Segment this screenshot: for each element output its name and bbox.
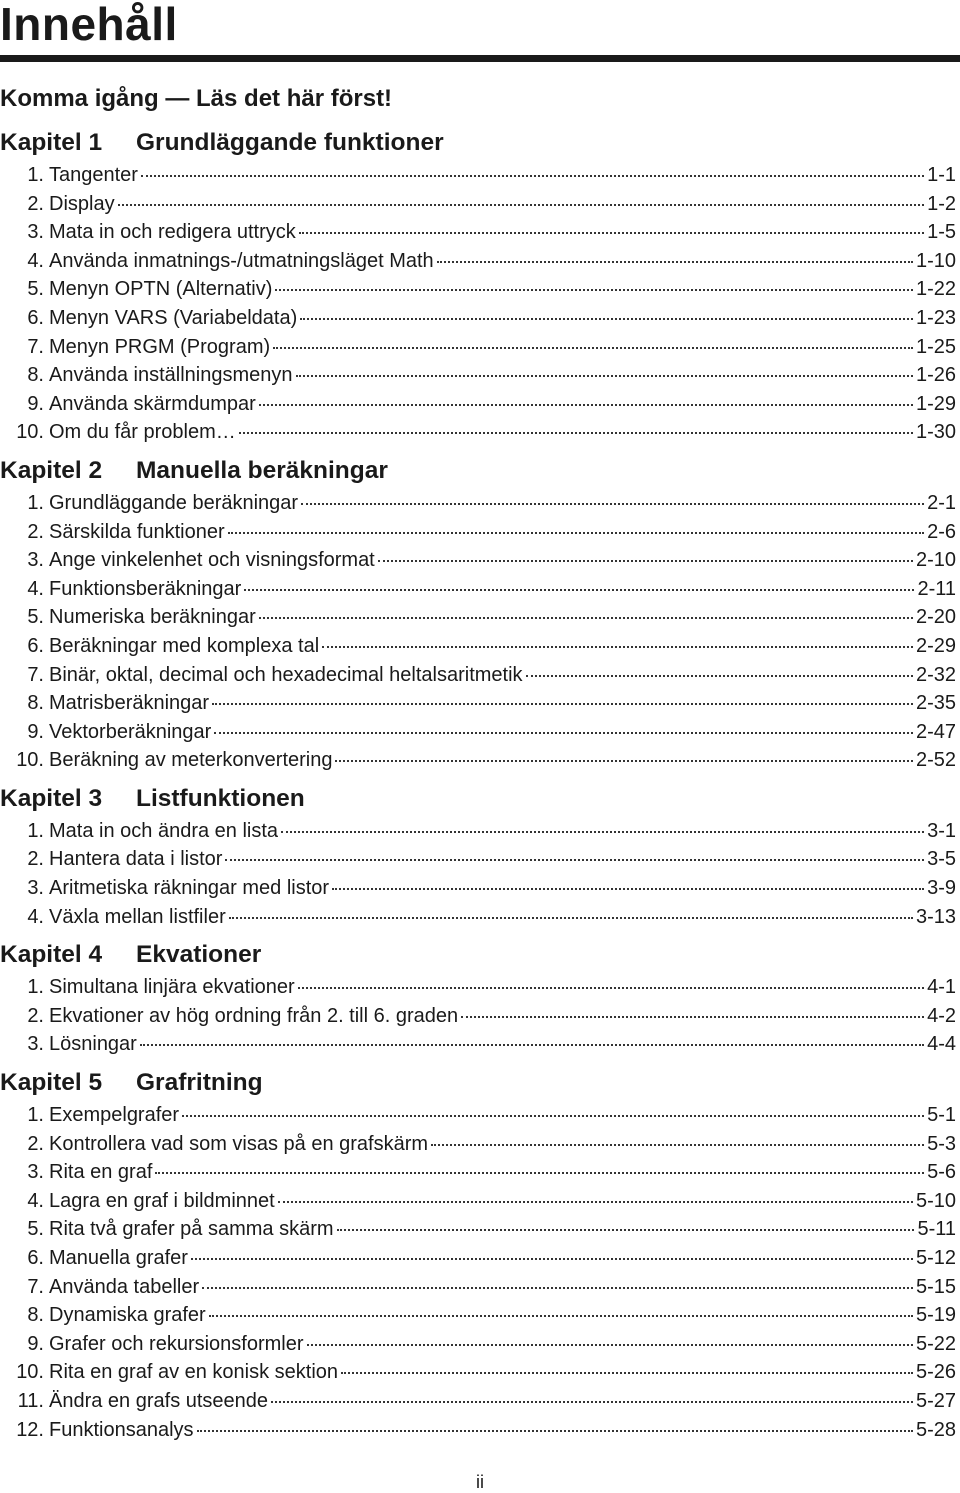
dot-leader	[301, 503, 924, 505]
entry-page: 3-5	[927, 848, 956, 871]
entry-label: Display	[49, 192, 115, 215]
entry-index: 10.	[16, 1361, 44, 1384]
entry-page: 2-6	[927, 520, 956, 543]
entry-label: Växla mellan listfiler	[49, 905, 226, 928]
entry-label: Menyn OPTN (Alternativ)	[49, 278, 273, 301]
entry-label: Om du får problem…	[49, 421, 236, 444]
entry-label: Ange vinkelenhet och visningsformat	[49, 549, 375, 572]
toc-entry[interactable]	[0, 817, 956, 846]
toc-entry[interactable]	[0, 1158, 956, 1187]
entry-index: 3.	[27, 1033, 44, 1056]
dot-leader	[298, 987, 924, 989]
entry-page: 2-29	[915, 634, 956, 657]
dot-leader	[197, 1430, 913, 1432]
entry-page: 1-10	[915, 249, 956, 272]
toc-entry[interactable]	[0, 304, 956, 333]
entry-page: 4-4	[927, 1033, 956, 1056]
entry-label: Tangenter	[49, 164, 138, 186]
toc-entry[interactable]	[0, 575, 956, 604]
entry-index: 12.	[16, 1418, 44, 1441]
entry-page: 1-23	[915, 306, 956, 329]
toc-entry[interactable]	[0, 275, 956, 304]
toc-entry[interactable]	[0, 973, 956, 1002]
entry-index: 1.	[27, 1104, 44, 1127]
toc-entry[interactable]	[0, 603, 956, 632]
entry-label: Använda inställningsmenyn	[49, 364, 293, 387]
toc-entry[interactable]	[0, 190, 956, 219]
entry-label: Funktionsanalys	[49, 1418, 194, 1441]
dot-leader	[259, 617, 913, 619]
entry-index: 6.	[27, 1247, 44, 1269]
entry-label: Matrisberäkningar	[49, 692, 210, 715]
entry-page: 5-15	[915, 1275, 956, 1298]
dot-leader	[209, 1315, 913, 1317]
entry-page: 5-19	[915, 1304, 956, 1327]
entry-page: 2-10	[915, 549, 956, 572]
entry-page: 2-52	[915, 749, 956, 772]
entry-label: Mata in och ändra en lista	[49, 819, 279, 842]
entry-label: Manuella grafer	[49, 1247, 188, 1269]
entry-page: 5-3	[927, 1132, 956, 1155]
toc-entry[interactable]	[0, 390, 956, 419]
entry-label: Binär, oktal, decimal och hexadecimal heltalsaritmetik	[49, 663, 523, 686]
entry-label: Rita två grafer på samma skärm	[49, 1218, 334, 1241]
entry-index: 1.	[27, 819, 44, 842]
entry-page: 5-28	[915, 1418, 956, 1441]
entry-label: Grafer och rekursionsformler	[49, 1332, 304, 1355]
toc-entry[interactable]	[0, 1244, 956, 1273]
dot-leader	[259, 404, 913, 406]
toc-entry[interactable]	[0, 689, 956, 718]
toc-entry[interactable]	[0, 1130, 956, 1159]
entry-page: 2-35	[915, 692, 956, 715]
entry-page: 1-26	[915, 364, 956, 387]
toc-entry[interactable]	[0, 1030, 956, 1059]
dot-leader	[307, 1344, 913, 1346]
entry-label: Använda skärmdumpar	[49, 392, 256, 415]
entry-label: Menyn PRGM (Program)	[49, 335, 271, 358]
toc-entry[interactable]	[0, 489, 956, 518]
entry-index: 1.	[27, 491, 44, 514]
entry-label: Särskilda funktioner	[49, 520, 225, 543]
entry-index: 2.	[27, 1004, 44, 1027]
toc-entry[interactable]	[0, 632, 956, 661]
dot-leader	[191, 1258, 913, 1260]
entry-index: 10.	[16, 749, 44, 772]
chapter-section	[0, 453, 956, 775]
toc-entry[interactable]	[0, 718, 956, 747]
toc-entry[interactable]	[0, 1002, 956, 1031]
entry-label: Använda inmatnings-/utmatningsläget Math	[49, 249, 434, 272]
entry-index: 3.	[27, 221, 44, 244]
intro-heading[interactable]: Komma igång — Läs det här först!	[0, 85, 393, 112]
chapter-number: Kapitel 4	[0, 941, 103, 969]
chapter-title: Grafritning	[136, 1069, 263, 1097]
toc-entry[interactable]	[0, 546, 956, 575]
dot-leader	[526, 675, 913, 677]
chapter-heading[interactable]	[0, 453, 956, 489]
dot-leader	[214, 732, 913, 734]
entry-index: 4.	[27, 1189, 44, 1212]
toc-entry[interactable]	[0, 1416, 956, 1445]
chapter-heading[interactable]	[0, 781, 956, 817]
entry-page: 1-1	[927, 164, 956, 186]
toc-entry[interactable]	[0, 361, 956, 390]
entry-index: 2.	[27, 848, 44, 871]
entry-index: 7.	[27, 335, 44, 358]
entry-index: 7.	[27, 663, 44, 686]
dot-leader	[431, 1144, 924, 1146]
dot-leader	[225, 859, 924, 861]
entry-page: 3-9	[927, 877, 956, 900]
dot-leader	[337, 1229, 915, 1231]
entry-index: 10.	[16, 421, 44, 444]
toc-entry[interactable]	[0, 418, 956, 447]
entry-index: 11.	[17, 1389, 44, 1412]
toc-entry[interactable]	[0, 1330, 956, 1359]
dot-leader	[271, 1401, 913, 1403]
entry-page: 2-47	[915, 720, 956, 743]
dot-leader	[296, 375, 913, 377]
entry-index: 2.	[27, 192, 44, 215]
dot-leader	[140, 1044, 924, 1046]
entry-index: 2.	[27, 520, 44, 543]
toc-entry[interactable]	[0, 333, 956, 362]
dot-leader	[273, 347, 913, 349]
dot-leader	[437, 261, 913, 263]
toc-entry[interactable]	[0, 1358, 956, 1387]
entry-index: 4.	[27, 905, 44, 928]
entry-page: 3-1	[927, 819, 956, 842]
toc-entry[interactable]	[0, 746, 956, 775]
chapter-list	[0, 125, 956, 1444]
chapter-number: Kapitel 5	[0, 1069, 103, 1097]
entry-index: 8.	[27, 692, 44, 715]
toc-entry[interactable]	[0, 161, 956, 190]
chapter-heading[interactable]	[0, 1065, 956, 1101]
dot-leader	[212, 703, 913, 705]
entry-page: 5-6	[927, 1161, 956, 1184]
page-title: Innehåll	[0, 0, 178, 50]
entry-index: 5.	[27, 606, 44, 629]
toc-entry[interactable]	[0, 1387, 956, 1416]
entry-index: 6.	[27, 634, 44, 657]
entry-page: 5-26	[915, 1361, 956, 1384]
entry-page: 2-20	[915, 606, 956, 629]
entry-index: 5.	[27, 1218, 44, 1241]
chapter-title: Grundläggande funktioner	[136, 129, 444, 156]
entry-index: 5.	[27, 278, 44, 301]
dot-leader	[378, 560, 913, 562]
dot-leader	[182, 1115, 924, 1117]
entry-label: Funktionsberäkningar	[49, 577, 242, 600]
entry-index: 8.	[27, 364, 44, 387]
dot-leader	[332, 888, 924, 890]
page-number: ii	[476, 1472, 484, 1492]
entry-page: 1-2	[927, 192, 956, 215]
dot-leader	[299, 232, 924, 234]
toc	[0, 81, 956, 1450]
entry-index: 9.	[27, 720, 44, 743]
entry-page: 1-30	[915, 421, 956, 444]
toc-entry[interactable]	[0, 1273, 956, 1302]
dot-leader	[300, 318, 913, 320]
dot-leader	[275, 289, 913, 291]
chapter-number: Kapitel 2	[0, 456, 103, 484]
entry-index: 6.	[27, 306, 44, 329]
entry-label: Dynamiska grafer	[49, 1304, 206, 1327]
toc-entry[interactable]	[0, 1187, 956, 1216]
entry-index: 8.	[27, 1304, 44, 1327]
entry-index: 9.	[27, 1332, 44, 1355]
entry-page: 2-1	[927, 491, 956, 514]
entry-label: Beräkningar med komplexa tal	[49, 634, 320, 657]
entry-label: Simultana linjära ekvationer	[49, 976, 295, 999]
chapter-section	[0, 1065, 956, 1444]
chapter-title: Manuella beräkningar	[136, 456, 388, 484]
dot-leader	[461, 1016, 924, 1018]
entry-label: Kontrollera vad som visas på en grafskärm	[49, 1132, 429, 1155]
chapter-title: Ekvationer	[136, 941, 262, 969]
chapter-heading[interactable]	[0, 125, 956, 161]
entry-page: 5-10	[915, 1189, 956, 1212]
entry-page: 5-11	[917, 1218, 956, 1241]
toc-entry[interactable]	[0, 247, 956, 276]
chapter-number: Kapitel 3	[0, 784, 103, 812]
dot-leader	[244, 589, 914, 591]
dot-leader	[118, 204, 925, 206]
toc-entry[interactable]	[0, 874, 956, 903]
dot-leader	[141, 175, 924, 177]
entry-index: 1.	[27, 164, 44, 186]
entry-page: 1-22	[915, 278, 956, 301]
dot-leader	[155, 1172, 924, 1174]
entry-label: Exempelgrafer	[49, 1104, 180, 1127]
dot-leader	[202, 1287, 913, 1289]
entry-label: Hantera data i listor	[49, 848, 223, 871]
entry-page: 4-1	[927, 976, 956, 999]
dot-leader	[322, 646, 913, 648]
chapter-section	[0, 937, 956, 1059]
entry-index: 4.	[27, 249, 44, 272]
dot-leader	[228, 532, 924, 534]
toc-entry[interactable]	[0, 661, 956, 690]
entry-page: 1-5	[927, 221, 956, 244]
entry-label: Aritmetiska räkningar med listor	[49, 877, 330, 900]
chapter-section	[0, 125, 956, 447]
entry-index: 3.	[27, 549, 44, 572]
chapter-number: Kapitel 1	[0, 129, 103, 156]
dot-leader	[281, 831, 924, 833]
entry-page: 5-22	[915, 1332, 956, 1355]
entry-page: 2-11	[917, 577, 956, 600]
entry-index: 3.	[27, 1161, 44, 1184]
entry-label: Rita en graf av en konisk sektion	[49, 1361, 339, 1384]
title-rule	[0, 55, 960, 62]
dot-leader	[335, 760, 912, 762]
entry-index: 4.	[27, 577, 44, 600]
toc-entry[interactable]	[0, 218, 956, 247]
toc-entry[interactable]	[0, 903, 956, 932]
entry-label: Ändra en grafs utseende	[49, 1389, 269, 1412]
dot-leader	[239, 432, 913, 434]
entry-index: 1.	[27, 976, 44, 999]
entry-page: 5-12	[915, 1247, 956, 1269]
toc-entry[interactable]	[0, 845, 956, 874]
entry-page: 5-27	[915, 1389, 956, 1412]
entry-label: Rita en graf	[49, 1161, 153, 1184]
entry-label: Lösningar	[49, 1033, 137, 1056]
entry-label: Lagra en graf i bildminnet	[49, 1189, 275, 1212]
chapter-title: Listfunktionen	[136, 784, 305, 812]
entry-page: 1-29	[915, 392, 956, 415]
toc-entry[interactable]	[0, 1301, 956, 1330]
entry-page: 5-1	[927, 1104, 956, 1127]
toc-entry[interactable]	[0, 1215, 956, 1244]
toc-entry[interactable]	[0, 1101, 956, 1130]
entry-page: 3-13	[915, 905, 956, 928]
entry-index: 9.	[27, 392, 44, 415]
entry-index: 7.	[27, 1275, 44, 1298]
entry-index: 2.	[27, 1132, 44, 1155]
toc-entry[interactable]	[0, 518, 956, 547]
entry-page: 1-25	[915, 335, 956, 358]
entry-label: Beräkning av meterkonvertering	[49, 749, 333, 772]
entry-label: Använda tabeller	[49, 1275, 200, 1298]
entry-label: Menyn VARS (Variabeldata)	[49, 306, 298, 329]
dot-leader	[229, 917, 913, 919]
entry-label: Vektorberäkningar	[49, 720, 212, 743]
entry-label: Mata in och redigera uttryck	[49, 221, 296, 244]
entry-page: 4-2	[927, 1004, 956, 1027]
entry-label: Grundläggande beräkningar	[49, 491, 299, 514]
chapter-section	[0, 781, 956, 931]
dot-leader	[341, 1372, 913, 1374]
dot-leader	[278, 1201, 913, 1203]
entry-index: 3.	[27, 877, 44, 900]
chapter-heading[interactable]	[0, 937, 956, 973]
entry-label: Ekvationer av hög ordning från 2. till 6. graden	[49, 1004, 459, 1027]
entry-page: 2-32	[915, 663, 956, 686]
entry-label: Numeriska beräkningar	[49, 606, 256, 629]
